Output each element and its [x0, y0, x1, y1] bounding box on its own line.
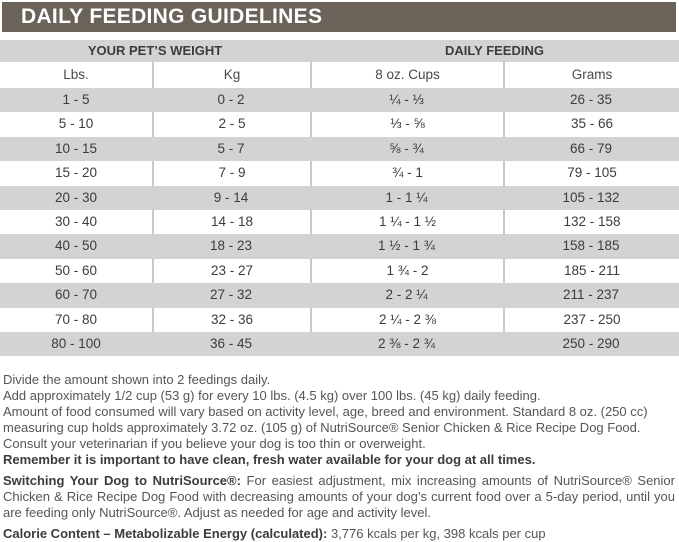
table-cell: 5 - 7 — [217, 140, 245, 156]
table-row — [0, 259, 679, 283]
column-header-grams: Grams — [503, 62, 679, 88]
table-cell: 2 ⅜ - 2 ¾ — [377, 335, 436, 351]
table-cell: 36 - 45 — [210, 335, 253, 351]
table-cell: 237 - 250 — [503, 308, 679, 332]
table-cell: 10 - 15 — [54, 140, 98, 156]
table-row — [0, 88, 679, 112]
table-cell: 5 - 10 — [58, 116, 94, 132]
table-cell: 250 - 290 — [562, 335, 620, 351]
table-cell: ⅓ - ⅝ — [310, 112, 503, 136]
table-cell: 50 - 60 — [54, 262, 98, 278]
note-switching-lead: Switching Your Dog to NutriSource®: — [3, 473, 241, 489]
table-cell: 0 - 2 — [217, 92, 245, 107]
note-calorie-content — [3, 526, 675, 542]
table-cell: 185 - 211 — [503, 259, 679, 283]
table-cell: 18 - 23 — [210, 238, 253, 254]
table-cell: 2 - 5 — [152, 112, 310, 136]
note-fresh-water: Remember it is important to have clean, fresh water available for your dog at all times. — [3, 452, 536, 468]
table-cell: 2 ¼ - 2 ⅜ — [310, 308, 503, 332]
group-header-pet-weight: YOUR PET’S WEIGHT — [87, 43, 223, 58]
table-cell: 32 - 36 — [152, 308, 310, 332]
column-header-lbs: Lbs. — [63, 67, 89, 82]
table-cell: 105 - 132 — [562, 189, 620, 205]
note-calorie-lead: Calorie Content – Metabolizable Energy (calculated): — [3, 526, 328, 542]
table-row — [0, 283, 679, 307]
table-cell: ⅝ - ¾ — [389, 140, 424, 156]
column-header-cups: 8 oz. Cups — [310, 62, 503, 88]
table-row — [0, 161, 679, 185]
table-row — [0, 234, 679, 258]
table-cell: 40 - 50 — [54, 238, 98, 254]
table-cell: 66 - 79 — [569, 140, 612, 156]
note-add-half-cup: Add approximately 1/2 cup (53 g) for every 10 lbs. (4.5 kg) over 100 lbs. (45 kg) daily feeding. — [3, 388, 541, 404]
table-cell: 79 - 105 — [503, 161, 679, 185]
table-cell: 1 - 1 ¼ — [385, 189, 428, 205]
table-cell: 60 - 70 — [54, 287, 98, 303]
table-row — [0, 137, 679, 161]
table-cell: 158 - 185 — [562, 238, 620, 254]
table-cell: 132 - 158 — [503, 210, 679, 234]
feeding-notes — [3, 372, 675, 542]
table-cell: 30 - 40 — [54, 213, 98, 229]
page-title: DAILY FEEDING GUIDELINES — [21, 5, 323, 28]
table-cell: 1 ¾ - 2 — [310, 259, 503, 283]
note-amount-varies: Amount of food consumed will vary based on activity level, age, breed and environment. Standard 8 oz. (250 cc) measuring cup holds approximately 3.72 oz. (105 g) of NutriSource® Senior Chicken & Rice Recipe Dog Food. Consult your veterinarian if you believe your dog is too thin or overweight. — [3, 404, 648, 452]
table-cell: ¼ - ⅓ — [389, 92, 424, 107]
table-cell: ¾ - 1 — [310, 161, 503, 185]
title-bar — [2, 2, 676, 32]
note-calorie-body: 3,776 kcals per kg, 398 kcals per cup — [327, 526, 546, 542]
table-cell: 27 - 32 — [210, 287, 253, 303]
table-row — [0, 308, 679, 332]
note-divide-feedings: Divide the amount shown into 2 feedings daily. — [3, 372, 271, 388]
table-cell: 80 - 100 — [51, 335, 101, 351]
table-row — [0, 186, 679, 210]
note-switching — [3, 473, 675, 521]
table-cell: 70 - 80 — [54, 311, 98, 327]
feeding-guidelines-page — [0, 2, 679, 542]
table-cell: 23 - 27 — [152, 259, 310, 283]
table-cell: 1 ¼ - 1 ½ — [310, 210, 503, 234]
column-header-row — [0, 62, 679, 88]
table-cell: 211 - 237 — [562, 287, 619, 303]
column-header-kg: Kg — [152, 62, 310, 88]
note-switching-body: For easiest adjustment, mix increasing amounts of NutriSource® Senior Chicken & Rice Recipe Dog Food with decreasing amounts of your dog’s current food over a 5-day period, until you are feeding only NutriSource®. Adjust as needed for age and activity level. — [3, 473, 675, 521]
table-row — [0, 210, 679, 234]
table-cell: 9 - 14 — [213, 189, 249, 205]
table-cell: 20 - 30 — [54, 189, 98, 205]
table-cell: 2 - 2 ¼ — [385, 287, 428, 303]
table-group-header-row — [0, 40, 679, 62]
table-cell: 26 - 35 — [569, 92, 612, 107]
table-cell: 35 - 66 — [503, 112, 679, 136]
table-cell: 15 - 20 — [54, 165, 98, 181]
table-cell: 1 ½ - 1 ¾ — [377, 238, 436, 254]
table-cell: 1 - 5 — [62, 92, 90, 107]
group-header-daily-feeding: DAILY FEEDING — [445, 43, 544, 58]
table-row — [0, 332, 679, 356]
table-cell: 7 - 9 — [152, 161, 310, 185]
table-body — [0, 88, 679, 356]
table-cell: 14 - 18 — [152, 210, 310, 234]
table-row — [0, 112, 679, 136]
